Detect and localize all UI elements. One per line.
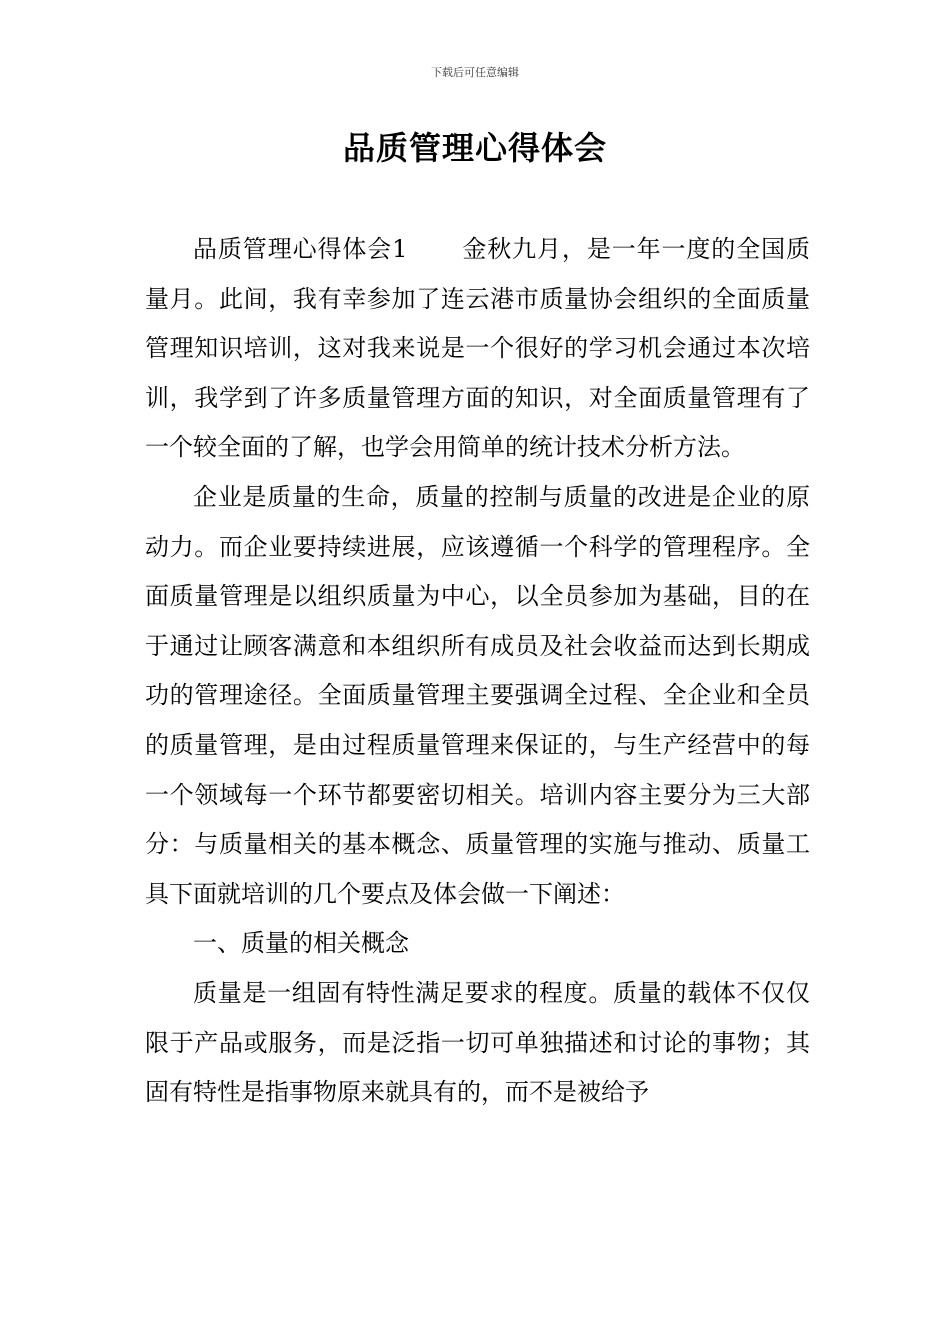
intro-label: 品质管理心得体会1 — [193, 235, 408, 263]
paragraph-1 — [145, 225, 810, 473]
document-title: 品质管理心得体会 — [342, 129, 607, 167]
paragraph-3: 质量是一组固有特性满足要求的程度。质量的载体不仅仅限于产品或服务，而是泛指一切可单独描述和讨论的事物；其固有特性是指事物原来就具有的，而不是被给予 — [145, 978, 810, 1107]
document-body — [145, 225, 810, 1118]
page-header-note: 下载后可任意编辑 — [431, 66, 519, 79]
paragraph-1-text: 金秋九月，是一年一度的全国质量月。此间，我有幸参加了连云港市质量协会组织的全面质量管理知识培训，这对我来说是一个很好的学习机会通过本次培训，我学到了许多质量管理方面的知识，对全面质量管理有了一个较全面的了解，也学会用简单的统计技术分析方法。 — [145, 235, 811, 462]
paragraph-2: 企业是质量的生命，质量的控制与质量的改进是企业的原动力。而企业要持续进展，应该遵循一个科学的管理程序。全面质量管理是以组织质量为中心，以全员参加为基础，目的在于通过让顾客满意和本组织所有成员及社会收益而达到长期成功的管理途径。全面质量管理主要强调全过程、全企业和全员的质量管理，是由过程质量管理来保证的，与生产经营中的每一个领域每一个环节都要密切相关。培训内容主要分为三大部分：与质量相关的基本概念、质量管理的实施与推动、质量工具下面就培训的几个要点及体会做一下阐述： — [145, 482, 810, 908]
section-heading-1: 一、质量的相关概念 — [193, 929, 409, 958]
